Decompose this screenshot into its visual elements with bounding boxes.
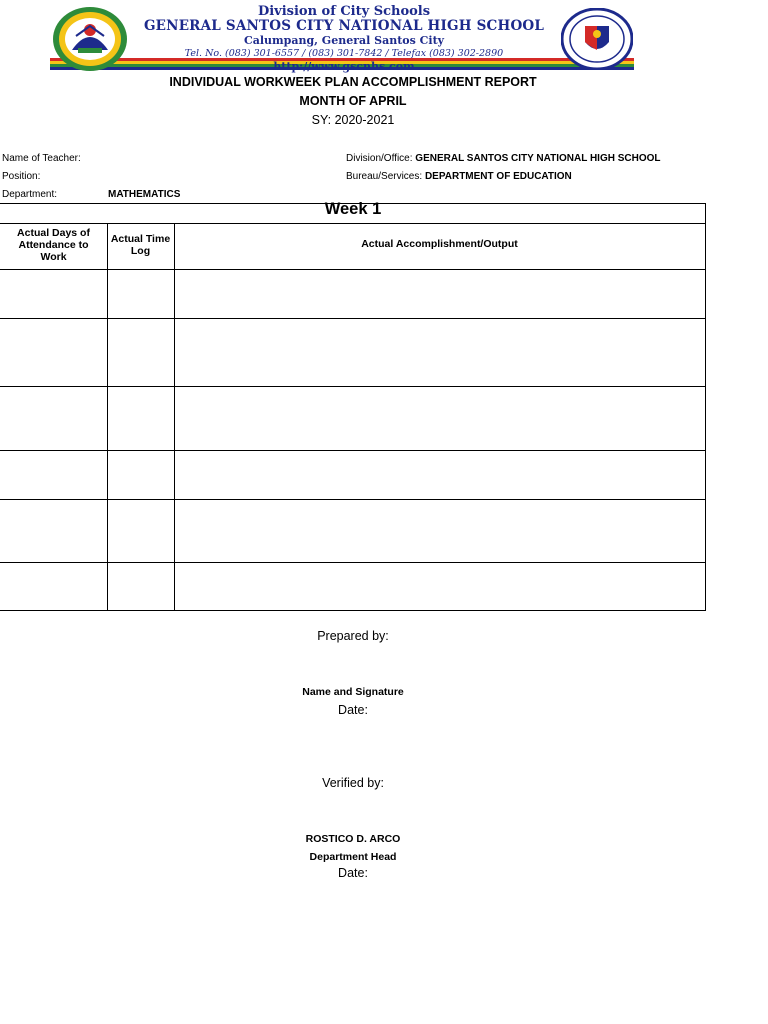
position-value[interactable]: [108, 171, 328, 183]
row-3-time-cell[interactable]: [108, 387, 173, 450]
header-days-line-1: Actual Days of: [17, 227, 90, 239]
row-2-days-cell[interactable]: [1, 319, 106, 386]
teacher-value[interactable]: [108, 153, 328, 165]
bureau-services-label: Bureau/Services:: [346, 171, 423, 182]
row-2-output-cell[interactable]: [175, 319, 704, 386]
letterhead-text: [128, 4, 560, 73]
department-label: Department:: [2, 189, 58, 200]
bureau-services-value: DEPARTMENT OF EDUCATION: [424, 171, 572, 182]
header-days-attendance: [0, 227, 107, 263]
division-name: Division of City Schools: [257, 4, 431, 19]
prepared-by-label: Prepared by:: [317, 629, 389, 643]
row-1-time-cell[interactable]: [108, 270, 173, 318]
header-time-log: [107, 233, 174, 257]
report-month: MONTH OF APRIL: [299, 94, 407, 108]
school-address: Calumpang, General Santos City: [243, 34, 445, 47]
verifier-title: Department Head: [309, 851, 397, 863]
row-2-time-cell[interactable]: [108, 319, 173, 386]
school-seal-logo: [52, 6, 128, 72]
division-office-label: Division/Office:: [346, 153, 413, 164]
header-days-line-2: Attendance to: [18, 239, 89, 251]
school-website: http://www.gscnhs.com: [273, 60, 415, 73]
school-name: GENERAL SANTOS CITY NATIONAL HIGH SCHOOL: [143, 18, 545, 34]
header-time-line-1: Actual Time: [110, 233, 171, 245]
prepared-date-label: Date:: [338, 703, 368, 717]
row-1-days-cell[interactable]: [1, 270, 106, 318]
report-school-year: SY: 2020-2021: [311, 113, 395, 127]
position-label: Position:: [2, 171, 41, 182]
row-4-time-cell[interactable]: [108, 451, 173, 499]
department-value: MATHEMATICS: [108, 189, 181, 200]
header-days-line-3: Work: [40, 251, 67, 263]
row-3-output-cell[interactable]: [175, 387, 704, 450]
division-office-field: [346, 153, 661, 164]
week-label: Week 1: [324, 200, 382, 218]
report-title: INDIVIDUAL WORKWEEK PLAN ACCOMPLISHMENT REPORT: [169, 75, 537, 89]
verifier-name: ROSTICO D. ARCO: [305, 833, 401, 845]
row-5-time-cell[interactable]: [108, 500, 173, 562]
teacher-label: Name of Teacher:: [2, 153, 81, 164]
header-accomplishment: Actual Accomplishment/Output: [361, 238, 518, 250]
row-3-days-cell[interactable]: [1, 387, 106, 450]
division-office-value: GENERAL SANTOS CITY NATIONAL HIGH SCHOOL: [415, 153, 661, 164]
row-4-output-cell[interactable]: [175, 451, 704, 499]
verified-by-label: Verified by:: [322, 776, 384, 790]
row-6-output-cell[interactable]: [175, 563, 704, 610]
row-4-days-cell[interactable]: [1, 451, 106, 499]
name-and-signature: Name and Signature: [302, 686, 404, 698]
row-5-output-cell[interactable]: [175, 500, 704, 562]
school-telephone: Tel. No. (083) 301-6557 / (083) 301-7842 / Telefax (083) 302-2890: [184, 48, 504, 59]
row-6-days-cell[interactable]: [1, 563, 106, 610]
bureau-services-field: [346, 171, 572, 182]
deped-seal-logo: [561, 8, 633, 70]
row-5-days-cell[interactable]: [1, 500, 106, 562]
row-6-time-cell[interactable]: [108, 563, 173, 610]
header-time-line-2: Log: [130, 245, 151, 257]
verified-date-label: Date:: [338, 866, 368, 880]
row-1-output-cell[interactable]: [175, 270, 704, 318]
